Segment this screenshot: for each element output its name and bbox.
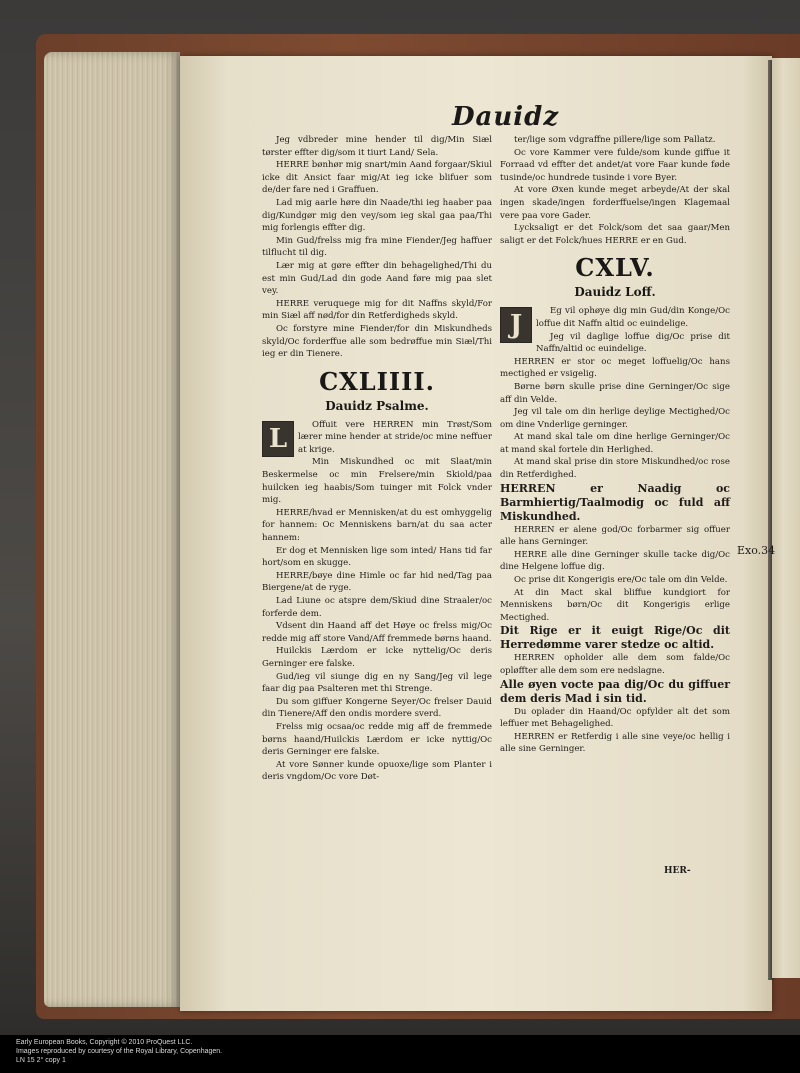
paragraph: At mand skal tale om dine herlige Gerninger/Oc at mand skal fortele din Herlighed. (500, 432, 730, 455)
dropcap-initial: L (262, 421, 294, 457)
paragraph: Oc vore Kammer vere fulde/som kunde giffue it Forraad vd effter det andet/at vore Faar kunde føde tusinde/oc hundrede tusinde i vore Byer. (500, 147, 730, 183)
paragraph: At din Mact skal bliffue kundgiort for Menniskens børn/Oc dit Kongerigis erlige Mectighed. (500, 587, 730, 623)
emphasized-verse: Alle øyen vocte paa dig/Oc du giffuer dem deris Mad i sin tid. (500, 677, 730, 705)
emphasized-verse: HERREN er Naadig oc Barmhiertig/Taalmodig oc fuld aff Miskundhed. (500, 481, 730, 523)
right-text-column (500, 134, 730, 756)
paragraph: HERRE bønhør mig snart/min Aand forgaar/Skiul icke dit Ansict faar mig/At ieg icke blifuer som de/der fare ned i Graffuen. (262, 160, 492, 196)
paragraph: Børne børn skulle prise dine Gerninger/Oc sige aff din Velde. (500, 381, 730, 405)
paragraph: Jeg vil tale om din herlige deylige Mectighed/Oc om dine Vnderlige gerninger. (500, 407, 730, 430)
psalm-number: CXLV. (575, 253, 655, 283)
paragraph: Lær mig at gøre effter din behagelighed/Thi du est min Gud/Lad din gode Aand føre mig paa slet vey. (262, 260, 492, 297)
paragraph: HERRE alle dine Gerninger skulle tacke dig/Oc dine Helgene loffue dig. (500, 549, 730, 573)
paragraph: HERREN opholder alle dem som falde/Oc opløffter alle dem som ere nedslagne. (500, 653, 730, 676)
paragraph: HERRE/bøye dine Himle oc far hid ned/Tag paa Biergene/at de ryge. (262, 570, 492, 594)
paragraph: Er dog et Mennisken lige som inted/ Hans tid far hort/som en skugge. (262, 545, 492, 569)
paragraph: Oc forstyre mine Fiender/for din Miskundheds skyld/Oc forderffue alle som bedrøffue min Siæl/Thi ieg er din Tienere. (262, 323, 492, 360)
courtesy-line: Images reproduced by courtesy of the Royal Library, Copenhagen. (16, 1048, 223, 1055)
paragraph: Oc prise dit Kongerigis ere/Oc tale om din Velde. (514, 575, 728, 586)
paragraph: Lad mig aarle høre din Naade/thi ieg haaber paa dig/Kundgør mig den vey/som ieg skal gaa paa/Thi mig forlengis effter dig. (262, 197, 492, 234)
left-text-column (262, 134, 492, 784)
margin-reference: Exo.34 (737, 544, 776, 557)
paragraph: Huilckis Lærdom er icke nyttelig/Oc deris Gerninger ere falske. (262, 646, 492, 669)
dropcap-initial: J (500, 307, 532, 343)
copyright-footer (0, 1035, 800, 1073)
paragraph: Du oplader din Haand/Oc opfylder alt det som leffuer met Behagelighed. (500, 706, 730, 730)
psalm-number: CXLIIII. (319, 366, 435, 396)
paragraph: Frelss mig ocsaa/oc redde mig aff de fremmede børns haand/Huilckis Lærdom er icke nyttig/Oc deris Gerninger ere falske. (262, 721, 492, 758)
paragraph: Gud/ieg vil siunge dig en ny Sang/Jeg vil lege faar dig paa Psalteren met thi Strenge. (262, 671, 492, 695)
shelfmark-line: LN 15 2° copy 1 (16, 1057, 66, 1064)
paragraph: At vore Øxen kunde meget arbeyde/At der skal ingen skade/ingen forderffuelse/ingen Klagemaal vere paa vore Gader. (500, 185, 730, 221)
page-edges (44, 52, 180, 1007)
psalm-subtitle: Dauidz Loff. (574, 285, 656, 300)
facing-page-edge (772, 58, 800, 978)
paragraph: ter/lige som vdgraffne pillere/lige som Pallatz. (514, 135, 716, 145)
paragraph: HERREN er alene god/Oc forbarmer sig offuer alle hans Gerninger. (500, 524, 730, 548)
paragraph: Lad Liune oc atspre dem/Skiud dine Straaler/oc forferde dem. (262, 596, 492, 619)
paragraph: HERREN er Retferdig i alle sine veye/oc hellig i alle sine Gerninger. (500, 731, 730, 755)
paragraph: Lycksaligt er det Folck/som det saa gaar/Men saligt er det Folck/hues HERRE er en Gud. (500, 223, 730, 246)
paragraph: Min Miskundhed oc mit Slaat/min Beskermelse oc min Frelsere/min Skiold/paa huilcken ieg haabis/Som tuinger mit Folck vnder mig. (262, 457, 492, 506)
paragraph: At mand skal prise din store Miskundhed/oc rose din Retferdighed. (500, 457, 730, 481)
paragraph: Vdsent din Haand aff det Høye oc frelss mig/Oc redde mig aff store Vand/Aff fremmede børns haand. (262, 621, 492, 644)
paragraph: HERRE/hvad er Mennisken/at du est omhyggelig for hannem: Oc Menniskens barn/at du saa acter hannem: (262, 507, 492, 544)
psalm-subtitle: Dauidz Psalme. (325, 398, 429, 413)
running-header: Dauidz (452, 102, 560, 132)
paragraph: Jeg vil daglige loffue dig/Oc prise dit Naffn/altid oc euindelige. (536, 331, 730, 355)
paragraph: Du som giffuer Kongerne Seyer/Oc frelser Dauid din Tienere/Aff den ondis mordere sverd. (262, 696, 492, 720)
copyright-line: Early European Books, Copyright © 2010 ProQuest LLC. (16, 1039, 193, 1046)
paragraph: Min Gud/frelss mig fra mine Fiender/Jeg haffuer tilflucht til dig. (262, 235, 492, 259)
emphasized-verse: Dit Rige er it euigt Rige/Oc dit Herredømme varer stedze oc altid. (500, 624, 730, 652)
paragraph: Eg vil ophøye dig min Gud/din Konge/Oc loffue dit Naffn altid oc euindelige. (536, 306, 730, 329)
paragraph: At vore Sønner kunde opuoxe/lige som Planter i deris vngdom/Oc vore Døt- (262, 759, 492, 783)
paragraph: HERREN er stor oc meget loffuelig/Oc hans mectighed er vsigelig. (500, 356, 730, 380)
paragraph: HERRE veruquege mig for dit Naffns skyld/For min Siæl aff nød/for din Retferdigheds skyld. (262, 298, 492, 322)
catchword: HER- (664, 866, 691, 876)
paragraph: Jeg vdbreder mine hender til dig/Min Siæl tørster effter dig/som it tiurt Land/ Sela. (262, 135, 492, 158)
paragraph: Offuit vere HERREN min Trøst/Som lærer mine hender at stride/oc mine neffuer at krige. (298, 419, 492, 455)
